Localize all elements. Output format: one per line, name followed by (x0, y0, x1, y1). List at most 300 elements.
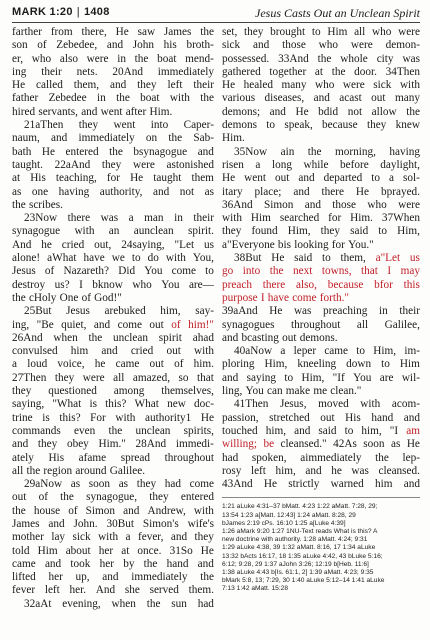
text-line (12, 132, 214, 145)
word: departed (323, 172, 363, 185)
word: to (284, 371, 294, 384)
word: the (134, 52, 149, 65)
word: er, (12, 52, 24, 65)
word: they (222, 225, 242, 238)
word: came (324, 345, 349, 358)
word: up, (75, 571, 90, 584)
word: having (389, 145, 420, 158)
word: aunclean (133, 225, 174, 238)
word: him (70, 345, 89, 358)
word: and (313, 92, 330, 105)
word: "Be (36, 318, 54, 331)
word: they (194, 531, 214, 544)
word: willing; (222, 438, 258, 451)
word: with (360, 398, 381, 411)
text-line (222, 252, 420, 265)
word: kneeling (297, 358, 337, 371)
text-line (12, 292, 214, 305)
word: am (406, 424, 420, 437)
word: He (200, 411, 214, 424)
word: the (146, 597, 161, 610)
word: Zebedee (48, 92, 87, 105)
word: not (179, 185, 195, 198)
word: scribes. (28, 198, 63, 211)
word: for (328, 212, 342, 225)
word: had (164, 478, 181, 491)
text-line (12, 212, 214, 225)
word: there (321, 185, 344, 198)
word: for (106, 172, 120, 185)
word: out (274, 172, 290, 185)
word: and (403, 411, 420, 424)
text-line (12, 518, 214, 531)
word: the (116, 92, 130, 105)
word: their (193, 212, 214, 225)
word: I (387, 265, 392, 278)
word: nets. (76, 65, 98, 78)
word: immediately (78, 132, 135, 145)
word: James (12, 517, 40, 530)
word: him (374, 478, 393, 491)
word: You." (348, 238, 374, 251)
word: ling, (222, 385, 243, 398)
word: him, (160, 305, 181, 318)
right-text (222, 26, 420, 491)
word: door. (354, 65, 377, 78)
word: acast (339, 92, 362, 105)
word: He (406, 438, 420, 451)
word: found (251, 225, 278, 238)
text-line (222, 159, 420, 172)
word: the (143, 557, 158, 570)
text-line (12, 279, 214, 292)
word: told (12, 544, 30, 557)
word: ing, (12, 318, 30, 331)
word: and (106, 39, 124, 52)
text-line (12, 425, 214, 438)
word: with (169, 92, 190, 105)
word: quiet, (61, 318, 87, 331)
word: spirits, (183, 424, 214, 437)
word: I (79, 278, 83, 291)
word: a (125, 531, 131, 544)
text-line (222, 332, 420, 345)
word: of (171, 318, 181, 331)
text-line (222, 319, 420, 332)
text-line (222, 39, 420, 52)
word: He (12, 79, 26, 92)
text-line (222, 372, 420, 385)
text-line (222, 412, 420, 425)
word: One (59, 291, 79, 304)
word: touched (222, 424, 258, 437)
word: at (121, 544, 130, 557)
word: was (402, 52, 420, 65)
text-line (222, 292, 420, 305)
word: man (144, 212, 164, 225)
word: do (147, 252, 159, 265)
word: the (60, 491, 74, 504)
word: Nazareth? (63, 265, 110, 278)
word: alone! (12, 252, 41, 265)
word: as (12, 185, 22, 198)
word: and (269, 105, 286, 118)
word: afame (78, 451, 107, 464)
word: hired (12, 105, 36, 118)
word: the (168, 132, 183, 145)
word: when (111, 597, 136, 610)
text-line (12, 531, 214, 544)
word: Him. (350, 212, 373, 225)
word: as (70, 478, 81, 491)
word: authority1 (145, 411, 192, 424)
word: for (331, 238, 345, 251)
word: of (81, 291, 91, 304)
word: those (282, 39, 306, 52)
word: and (51, 132, 68, 145)
word: them, (73, 79, 100, 92)
word: fever (12, 584, 36, 597)
word: trine (12, 411, 33, 424)
word: wife's (187, 517, 214, 530)
word: Him (327, 26, 348, 38)
word: them (191, 172, 214, 185)
text-line (222, 438, 420, 451)
text-line (222, 66, 420, 79)
word: down (346, 358, 372, 371)
word: they (244, 26, 264, 38)
word: and (44, 557, 62, 570)
text-line (12, 106, 214, 119)
word: were (342, 79, 365, 92)
word: 21aThen (24, 119, 64, 132)
word: You (353, 371, 372, 384)
text-line (12, 491, 214, 504)
word: out (282, 331, 297, 344)
left-column (12, 26, 214, 611)
word: with (165, 252, 186, 265)
book-reference (12, 6, 110, 18)
word: come (171, 265, 197, 278)
word: arebuked (104, 305, 146, 318)
word: and (294, 424, 311, 437)
word: to (322, 252, 331, 265)
text-line (12, 92, 214, 105)
word: have (267, 291, 289, 304)
word: questioned (48, 385, 97, 398)
word: John. (73, 517, 98, 530)
text-line (12, 119, 214, 132)
word: hand (371, 411, 394, 424)
word: in (117, 52, 126, 65)
word: out, (94, 238, 112, 251)
word: come (292, 291, 317, 304)
word: ain (280, 145, 295, 158)
text-line (12, 558, 214, 571)
word: You (161, 278, 180, 291)
word: us (409, 252, 420, 265)
text-line (12, 372, 214, 385)
word: speak, (284, 119, 313, 132)
word: His (48, 451, 65, 464)
word: also, (296, 278, 317, 291)
word: they (78, 119, 99, 132)
cross-reference-line: 6:12; 9:28, 29 1:37 aJohn 3:26; 12:19 b[Heb. 11:6] (222, 560, 369, 568)
word: while (303, 158, 329, 171)
word: destroy (12, 278, 46, 291)
word: 27Then (12, 371, 47, 384)
text-line (12, 505, 214, 518)
word: about (65, 544, 91, 557)
word: us? (54, 278, 70, 291)
word: 25But (24, 305, 52, 318)
word: and (102, 571, 119, 584)
word: together (269, 65, 307, 78)
word: ately (12, 451, 34, 464)
word: of (38, 491, 48, 504)
word: spirit. (188, 225, 214, 238)
word: hand (166, 557, 189, 570)
word: Caper- (183, 119, 214, 132)
text-line (222, 345, 420, 358)
word: her (48, 571, 63, 584)
word: with (74, 225, 95, 238)
text-line (12, 79, 214, 92)
word: sun (171, 597, 187, 610)
cross-reference-line: new doctrine with authority. 1:28 aMatt. 4:24; 9:31 (222, 536, 368, 544)
word: soon (363, 438, 385, 451)
word: His (30, 172, 46, 185)
word: Him. (149, 105, 173, 118)
word: as (118, 478, 129, 491)
text-line (12, 26, 214, 39)
word: son (12, 39, 28, 52)
word: his (163, 39, 177, 52)
word: him, (361, 424, 382, 437)
word: at (314, 65, 324, 78)
word: with (193, 345, 214, 358)
word: and (81, 105, 98, 118)
word: them. (188, 584, 214, 597)
word: spoken, (251, 451, 287, 464)
word: soon (88, 478, 111, 491)
word: be (263, 438, 275, 451)
cross-references (222, 497, 420, 593)
word: Simon's (142, 517, 179, 530)
word: and (305, 464, 322, 477)
word: naum, (12, 132, 40, 145)
word: to (378, 225, 388, 238)
text-line (222, 225, 420, 238)
section-title: Jesus Casts Out an Unclean Spirit (255, 6, 420, 20)
word: clean." (330, 385, 362, 398)
word: we (111, 252, 125, 265)
word: as (391, 438, 401, 451)
word: itary (222, 185, 243, 198)
word: demon- (385, 39, 420, 52)
word: when (53, 331, 78, 344)
word: left (167, 79, 183, 92)
word: 40aNow (234, 345, 273, 358)
word: He (200, 544, 214, 557)
word: the (200, 26, 214, 38)
word: me (313, 385, 328, 398)
page-number: 1408 (83, 6, 110, 18)
word: next (292, 265, 313, 278)
word: 42As (333, 438, 357, 451)
word: at (12, 172, 21, 185)
word: Galilee. (109, 464, 146, 477)
text-line (12, 199, 214, 212)
text-line (12, 172, 214, 185)
word: cried (130, 345, 154, 358)
text-line (222, 358, 420, 371)
word: to (344, 424, 354, 437)
word: not (347, 105, 363, 118)
word: lep- (402, 451, 420, 464)
word: they (149, 491, 169, 504)
text-line (12, 146, 214, 159)
word: "If (332, 371, 345, 384)
word: ing (12, 65, 27, 78)
word: there, (81, 26, 107, 38)
word: mother (12, 531, 44, 544)
word: say- (195, 305, 214, 318)
word: to (266, 119, 276, 132)
word: and (93, 318, 111, 331)
word: He (271, 252, 285, 265)
text-line (12, 438, 214, 451)
word: said (318, 424, 337, 437)
word: who (31, 52, 52, 65)
word: out (12, 491, 27, 504)
text-line (12, 225, 214, 238)
page-header (12, 6, 420, 22)
word: 26And (12, 331, 43, 344)
word: there (262, 278, 286, 291)
word: who (318, 39, 339, 52)
text-line (222, 92, 420, 105)
word: make (285, 385, 311, 398)
word: and (123, 504, 140, 517)
word: 38But (234, 252, 262, 265)
word: out (166, 345, 181, 358)
word: and (152, 185, 170, 198)
word: various (222, 92, 256, 105)
word: come (189, 478, 214, 491)
cross-reference-line: bMark 5:8, 13; 7:29, 30 1:40 aLuke 5:12–14 1:41 aLuke (222, 577, 385, 585)
cross-reference-line: 13:54 1:23 a[Matt. 12:43] 1:24 aMatt. 8:28, 29 (222, 511, 356, 519)
word: father (12, 92, 39, 105)
word: left (44, 584, 60, 597)
right-column (222, 26, 420, 594)
word: demons (222, 119, 257, 132)
text-line (12, 239, 214, 252)
word: went (113, 119, 136, 132)
word: a"Let (375, 252, 401, 265)
text-line (222, 172, 420, 185)
word: daylight, (380, 158, 420, 171)
word: have (83, 252, 105, 265)
word: and (48, 517, 65, 530)
word: the (317, 52, 332, 65)
word: a (389, 172, 395, 185)
text-line (222, 106, 420, 119)
word: served (149, 584, 179, 597)
word: with (98, 531, 119, 544)
word: their (41, 65, 62, 78)
word: God!" (94, 291, 122, 304)
word: who (372, 26, 392, 38)
word: may (400, 265, 420, 278)
word: "What (52, 398, 82, 411)
word: and (298, 172, 315, 185)
text-line (222, 398, 420, 411)
word: city (376, 52, 394, 65)
word: place; (254, 185, 282, 198)
word: Him, (301, 371, 325, 384)
text-line (222, 132, 420, 145)
word: had (197, 597, 214, 610)
word: He (222, 172, 236, 185)
word: aimmediately (300, 451, 362, 464)
word: among (113, 385, 145, 398)
word: He (263, 478, 277, 491)
word: who (367, 198, 387, 211)
word: having (58, 185, 90, 198)
word: was (293, 305, 312, 318)
word: him, (265, 424, 287, 437)
word: obey (66, 438, 89, 451)
word: risen (222, 158, 244, 171)
word: He (222, 79, 236, 92)
word: long (271, 158, 292, 171)
word: authority, (99, 185, 143, 198)
word: morning, (334, 145, 376, 158)
word: For (90, 411, 106, 424)
word: possessed. (222, 52, 270, 65)
text-line (12, 571, 214, 584)
word: loud (27, 358, 48, 371)
word: of (174, 358, 184, 371)
word: Simon (263, 198, 294, 211)
word: as (204, 185, 214, 198)
word: fever, (137, 531, 164, 544)
text-line (12, 39, 214, 52)
word: astonished (166, 158, 214, 171)
word: unclean (113, 331, 149, 344)
word: Zebedee, (56, 39, 98, 52)
word: him. (193, 358, 214, 371)
word: were (398, 26, 420, 38)
text-line (12, 186, 214, 199)
word: from (50, 26, 73, 38)
word: entered (180, 491, 214, 504)
word: saying (246, 371, 276, 384)
word: region (43, 464, 73, 477)
word: John (132, 39, 155, 52)
word: them, (340, 252, 366, 265)
text-line (12, 319, 214, 332)
word: were (132, 158, 155, 171)
word: James (163, 26, 192, 38)
word: they (137, 79, 157, 92)
word: sick (222, 39, 241, 52)
word: they (136, 478, 157, 491)
word: come (117, 318, 142, 331)
word: He (295, 105, 309, 118)
word: her (98, 544, 114, 557)
